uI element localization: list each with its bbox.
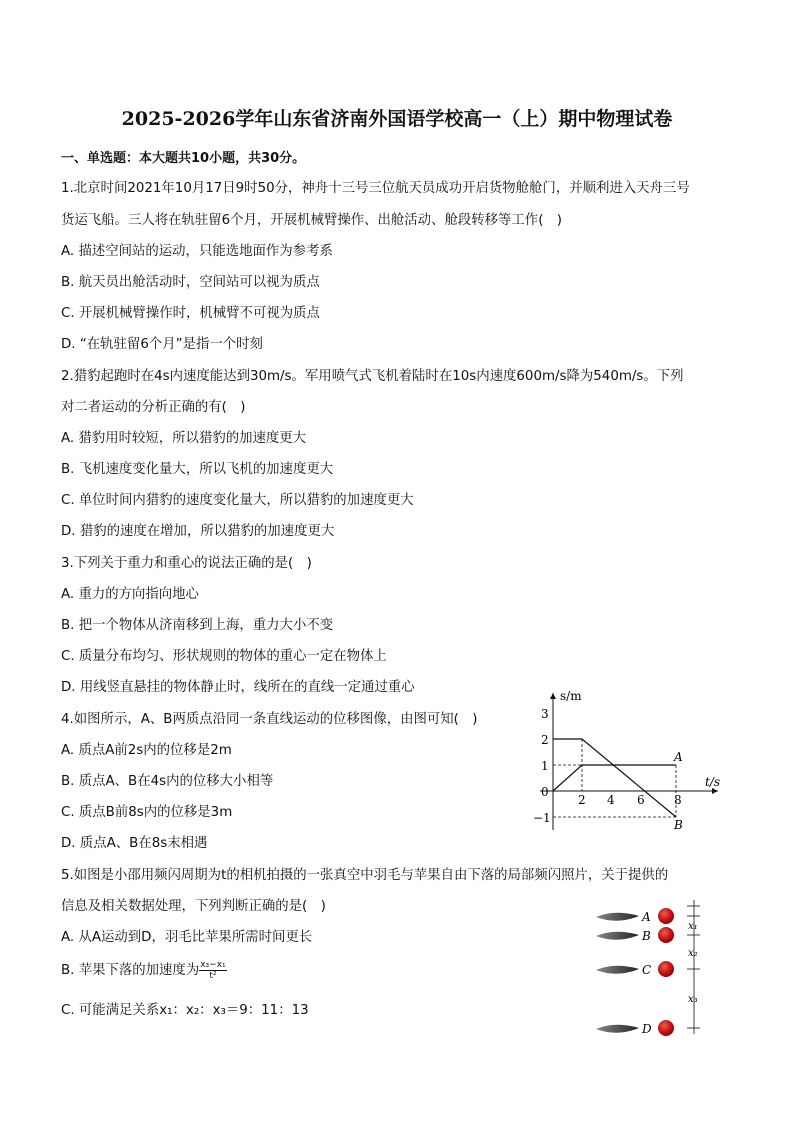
point-d-label: D [642,1022,652,1036]
question-3-option-b: B. 把一个物体从济南移到上海，重力大小不变 [61,618,334,633]
y-tick-label: 2 [541,733,549,747]
question-3-stem: 3.下列关于重力和重心的说法正确的是( ) [61,556,312,571]
row-c [596,961,674,977]
displacement-time-graph [520,685,730,835]
apple-icon [658,961,674,977]
question-1-option-b: B. 航天员出舱活动时，空间站可以视为质点 [61,275,320,290]
point-c-label: C [642,963,652,977]
line-a [553,765,676,791]
question-2-option-c: C. 单位时间内猎豹的速度变化量大，所以猎豹的加速度更大 [61,493,414,508]
question-5-option-a: A. 从A运动到D，羽毛比苹果所需时间更长 [61,930,313,945]
feather-icon [596,1025,639,1033]
y-tick-label: 1 [541,759,549,773]
feather-icon [596,932,639,940]
question-4-option-d: D. 质点A、B在8s末相遇 [61,836,208,851]
row-b [596,927,674,943]
gap-x1-label: x₁ [688,921,698,932]
question-4-option-b: B. 质点A、B在4s内的位移大小相等 [61,774,274,789]
fraction-numerator: x₃−x₁ [200,959,226,970]
option-b-fraction [199,960,226,981]
row-a [596,908,674,924]
question-3-option-d: D. 用线竖直悬挂的物体静止时，线所在的直线一定通过重心 [61,680,415,695]
y-tick-label: 0 [541,785,549,799]
y-tick-label: 3 [541,707,549,721]
question-1-stem-cont: 货运飞船。三人将在轨驻留6个月，开展机械臂操作、出舱活动、舱段转移等工作( ) [61,213,563,228]
gap-x3-label: x₃ [688,994,698,1005]
question-1-option-a: A. 描述空间站的运动，只能选地面作为参考系 [61,244,333,259]
apple-icon [658,908,674,924]
page-title: 2025-2026学年山东省济南外国语学校高一（上）期中物理试卷 [121,108,673,130]
x-tick-label: 2 [578,793,586,807]
gap-x2-label: x₂ [688,948,698,959]
x-tick-label: 4 [607,793,615,807]
section-heading: 一、单选题：本大题共10小题，共30分。 [61,151,306,166]
x-axis-label: t/s [705,775,721,789]
question-5-option-b [61,959,227,981]
question-1-option-d: D. “在轨驻留6个月”是指一个时刻 [61,337,263,352]
y-tick-label: −1 [533,811,551,825]
question-2-stem-cont: 对二者运动的分析正确的有( ) [61,400,246,415]
feather-icon [596,966,639,974]
question-1-stem: 1.北京时间2021年10月17日9时50分，神舟十三号三位航天员成功开启货物舱舱门，并顺利进入天舟三号 [61,181,690,196]
row-d [596,1020,674,1036]
point-a-label: A [642,910,651,924]
point-b-label: B [642,929,651,943]
feather-icon [596,913,639,921]
strobe-photo-figure [590,898,720,1046]
option-b-text: B. 苹果下落的加速度为 [61,963,200,978]
apple-icon [658,1020,674,1036]
question-3-option-a: A. 重力的方向指向地心 [61,587,199,602]
question-4-option-a: A. 质点A前2s内的位移是2m [61,743,232,758]
x-tick-label: 8 [674,793,682,807]
x-tick-label: 6 [637,793,645,807]
line-b-label: B [674,818,683,832]
line-a-label: A [674,750,683,764]
question-4-option-c: C. 质点B前8s内的位移是3m [61,805,233,820]
fraction-denominator: t² [209,970,217,981]
y-axis-label: s/m [560,689,582,703]
question-2-option-a: A. 猎豹用时较短，所以猎豹的加速度更大 [61,431,307,446]
question-3-option-c: C. 质量分布均匀、形状规则的物体的重心一定在物体上 [61,649,387,664]
question-2-stem: 2.猎豹起跑时在4s内速度能达到30m/s。军用喷气式飞机着陆时在10s内速度600m/s降为540m/s。下列 [61,369,684,384]
apple-icon [658,927,674,943]
question-5-stem: 5.如图是小邵用频闪周期为t的相机拍摄的一张真空中羽毛与苹果自由下落的局部频闪照片，关于提供的 [61,868,669,883]
question-4-stem: 4.如图所示，A、B两质点沿同一条直线运动的位移图像，由图可知( ) [61,712,478,727]
question-5-stem-cont: 信息及相关数据处理，下列判断正确的是( ) [61,899,326,914]
question-1-option-c: C. 开展机械臂操作时，机械臂不可视为质点 [61,306,320,321]
question-2-option-b: B. 飞机速度变化量大，所以飞机的加速度更大 [61,462,334,477]
question-2-option-d: D. 猎豹的速度在增加，所以猎豹的加速度更大 [61,524,335,539]
question-5-option-c: C. 可能满足关系x₁：x₂：x₃＝9：11：13 [61,1003,309,1018]
